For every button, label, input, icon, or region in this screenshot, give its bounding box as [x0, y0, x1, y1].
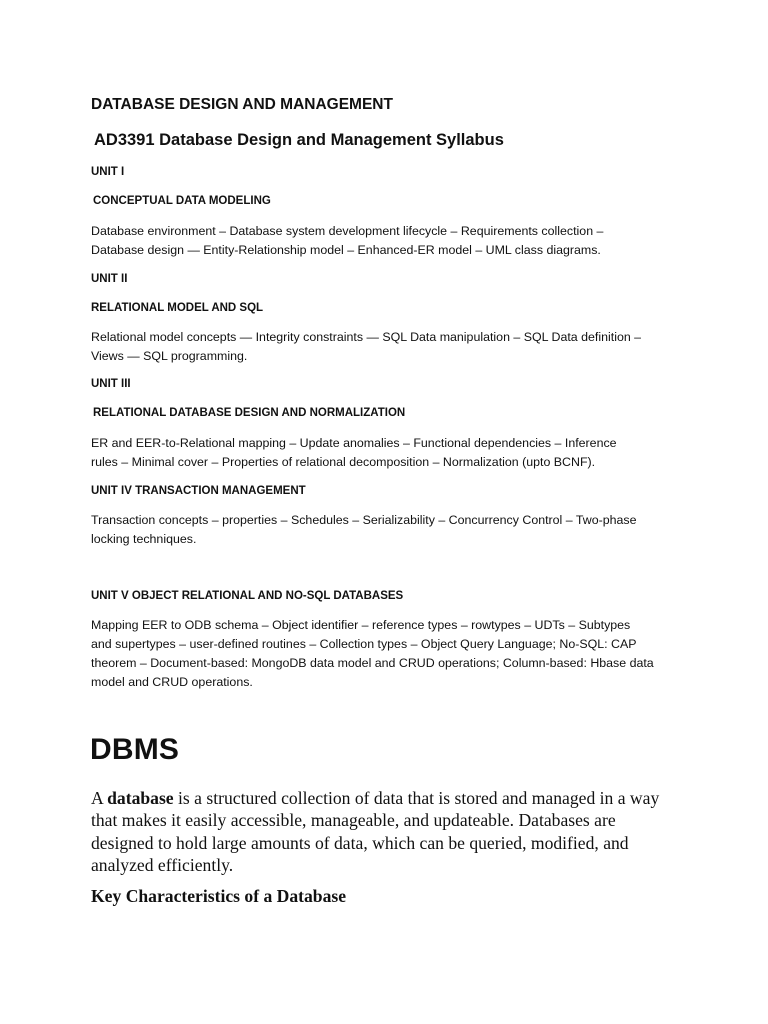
dbms-intro-paragraph — [91, 787, 691, 876]
unit-3-label: UNIT III — [91, 378, 131, 390]
dbms-intro-line: designed to hold large amounts of data, which can be queried, modified, and — [91, 832, 629, 853]
unit-2-description — [91, 328, 671, 366]
unit-5-description — [91, 616, 671, 692]
unit-2-line: Views — SQL programming. — [91, 349, 248, 363]
unit-2-title: RELATIONAL MODEL AND SQL — [91, 302, 264, 314]
unit-5-line: Mapping EER to ODB schema – Object identifier – reference types – rowtypes – UDTs – Subtypes — [91, 618, 631, 632]
unit-4-line: Transaction concepts – properties – Schedules – Serializability – Concurrency Control – Two-phase — [91, 513, 637, 527]
dbms-heading: DBMS — [90, 733, 180, 766]
unit-5-line: and supertypes – user-defined routines – Collection types – Object Query Language; No-SQL: CAP — [91, 637, 637, 651]
intro-bold-term: database — [107, 788, 174, 808]
unit-4-line: locking techniques. — [91, 532, 197, 546]
dbms-intro-line: analyzed efficiently. — [91, 854, 234, 875]
unit-3-line: rules – Minimal cover – Properties of relational decomposition – Normalization (upto BCNF). — [91, 455, 596, 469]
unit-2-label: UNIT II — [91, 273, 128, 285]
intro-prefix: A — [91, 788, 108, 808]
unit-1-title: CONCEPTUAL DATA MODELING — [93, 195, 271, 207]
unit-5-label: UNIT V OBJECT RELATIONAL AND NO-SQL DATABASES — [91, 590, 404, 602]
syllabus-title: AD3391 Database Design and Management Syllabus — [94, 131, 504, 149]
intro-line1-rest: is a structured collection of data that is stored and managed in a way — [173, 788, 660, 808]
unit-5-line: theorem – Document-based: MongoDB data model and CRUD operations; Column-based: Hbase data — [91, 656, 654, 670]
unit-3-description — [91, 434, 671, 472]
dbms-intro-line — [91, 787, 691, 809]
unit-3-title: RELATIONAL DATABASE DESIGN AND NORMALIZATION — [93, 407, 406, 419]
unit-5-line: model and CRUD operations. — [91, 675, 253, 689]
unit-2-line: Relational model concepts — Integrity constraints — SQL Data manipulation – SQL Data definition – — [91, 330, 642, 344]
document-heading: DATABASE DESIGN AND MANAGEMENT — [91, 96, 393, 113]
unit-1-description — [91, 222, 671, 260]
unit-4-label: UNIT IV TRANSACTION MANAGEMENT — [91, 485, 306, 497]
unit-1-label: UNIT I — [91, 166, 125, 178]
key-characteristics-heading: Key Characteristics of a Database — [91, 886, 347, 906]
unit-3-line: ER and EER-to-Relational mapping – Update anomalies – Functional dependencies – Inference — [91, 436, 617, 450]
unit-4-description — [91, 511, 671, 549]
dbms-intro-line: that makes it easily accessible, manageable, and updateable. Databases are — [91, 810, 616, 831]
unit-1-line: Database environment – Database system development lifecycle – Requirements collection – — [91, 224, 604, 238]
unit-1-line: Database design — Entity-Relationship model – Enhanced-ER model – UML class diagrams. — [91, 243, 601, 257]
